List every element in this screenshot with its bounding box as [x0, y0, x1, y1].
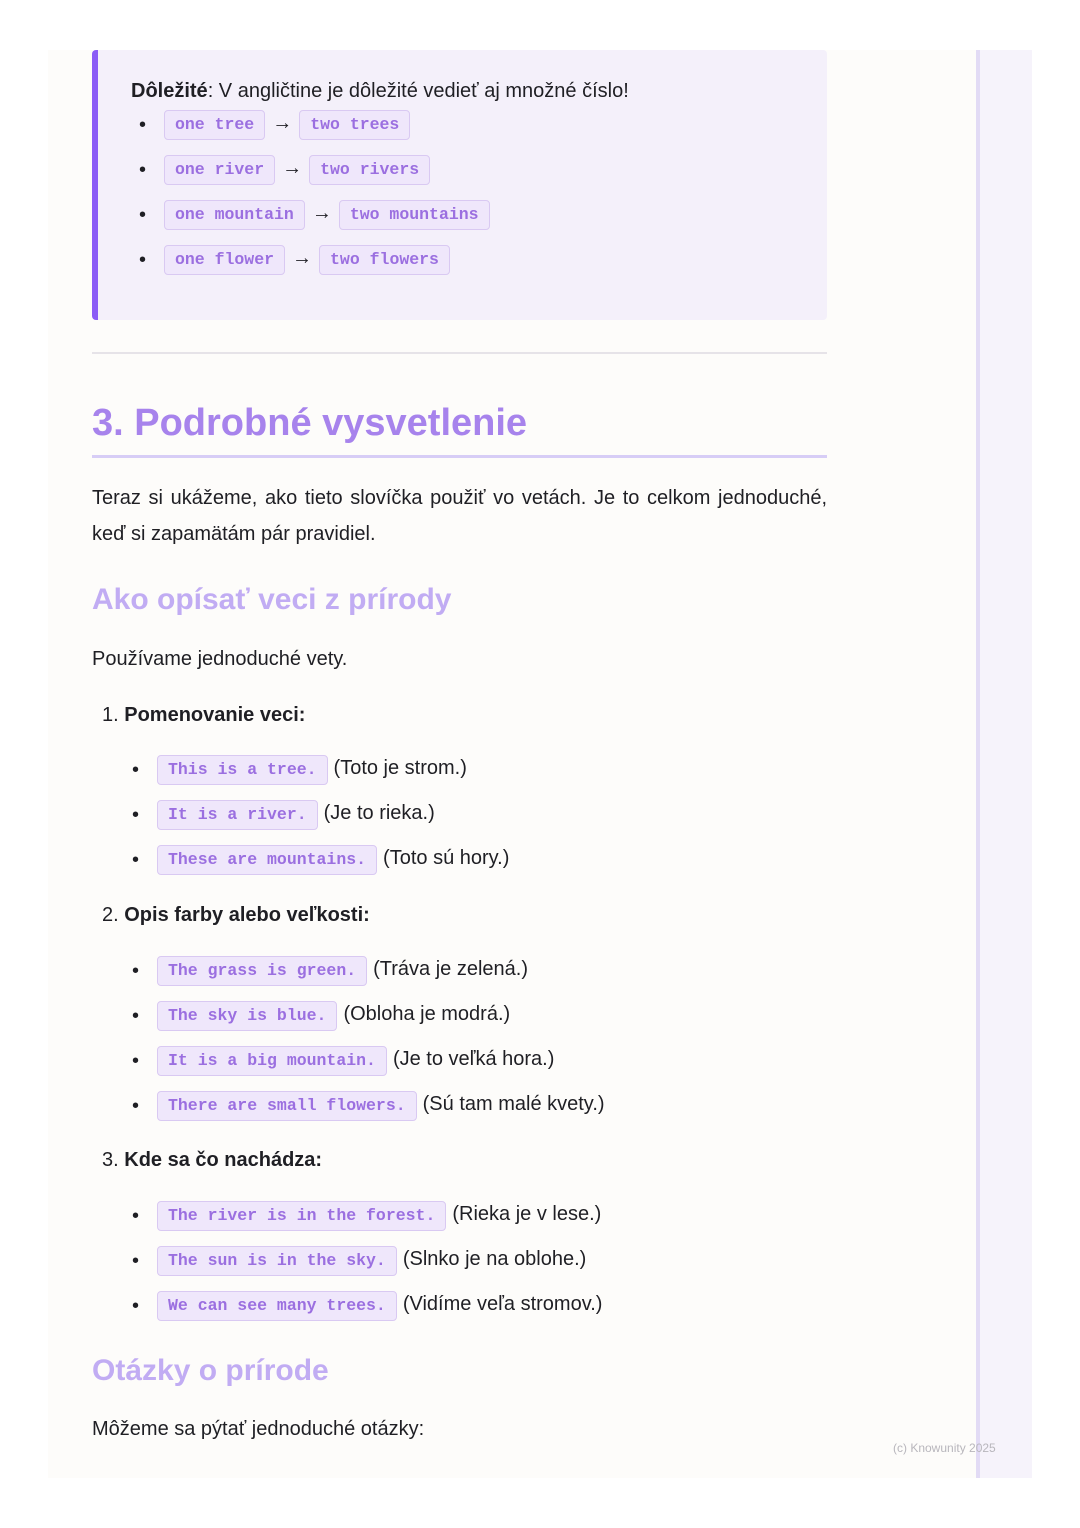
- ordered-item-2: [102, 902, 370, 928]
- example-code: The sky is blue.: [157, 1001, 337, 1031]
- callout-title: [131, 78, 827, 104]
- example-list-color-size: [92, 956, 827, 1136]
- example-translation: (Sú tam malé kvety.): [422, 1093, 605, 1115]
- ordered-number: 1.: [102, 704, 119, 726]
- bullet-icon: •: [132, 1050, 140, 1072]
- example-translation: (Obloha je modrá.): [343, 1003, 511, 1025]
- arrow-right-icon: →: [311, 202, 332, 224]
- plural-code: two flowers: [319, 245, 450, 275]
- arrow-right-icon: →: [292, 247, 313, 269]
- example-translation: (Rieka je v lese.): [452, 1203, 602, 1225]
- singular-code: one river: [164, 155, 275, 185]
- plural-list-item: [131, 155, 827, 200]
- example-code: There are small flowers.: [157, 1091, 417, 1121]
- bullet-icon: •: [132, 1095, 140, 1117]
- example-item: [92, 1091, 827, 1136]
- bullet-icon: •: [132, 1295, 140, 1317]
- bullet-icon: •: [139, 249, 147, 271]
- plural-list-item: [131, 200, 827, 245]
- plural-list-item: [131, 245, 827, 290]
- important-callout: [92, 50, 827, 320]
- bullet-icon: •: [139, 114, 147, 136]
- example-item: [92, 1246, 827, 1291]
- callout-title-text: : V angličtine je dôležité vedieť aj množné číslo!: [207, 80, 629, 102]
- example-code: The grass is green.: [157, 956, 367, 986]
- ordered-number: 3.: [102, 1149, 119, 1171]
- section-divider: [92, 352, 827, 354]
- example-list-naming: [92, 755, 827, 890]
- example-translation: (Je to rieka.): [323, 802, 435, 824]
- example-code: It is a big mountain.: [157, 1046, 387, 1076]
- example-item: [92, 755, 827, 800]
- bullet-icon: •: [132, 1250, 140, 1272]
- ordered-heading: Opis farby alebo veľkosti:: [124, 904, 370, 926]
- plural-list-item: [131, 110, 827, 155]
- page-side-panel: [976, 50, 1032, 1478]
- example-item: [92, 1201, 827, 1246]
- bullet-icon: •: [132, 1005, 140, 1027]
- example-translation: (Toto je strom.): [333, 757, 467, 779]
- subheading-describe-text: Používame jednoduché vety.: [92, 648, 348, 670]
- example-translation: (Toto sú hory.): [383, 847, 510, 869]
- callout-title-bold: Dôležité: [131, 80, 208, 102]
- example-item: [92, 1001, 827, 1046]
- example-code: The river is in the forest.: [157, 1201, 446, 1231]
- bullet-icon: •: [132, 960, 140, 982]
- arrow-right-icon: →: [282, 157, 303, 179]
- document-content: [92, 50, 827, 1440]
- example-translation: (Je to veľká hora.): [392, 1048, 555, 1070]
- subheading-nature-questions: Otázky o prírode: [92, 1354, 329, 1387]
- example-code: These are mountains.: [157, 845, 377, 875]
- example-list-location: [92, 1201, 827, 1336]
- example-item: [92, 956, 827, 1001]
- example-translation: (Tráva je zelená.): [373, 958, 529, 980]
- singular-code: one mountain: [164, 200, 305, 230]
- section-title: 3. Podrobné vysvetlenie: [92, 398, 827, 458]
- example-item: [92, 800, 827, 845]
- example-translation: (Vidíme veľa stromov.): [402, 1293, 603, 1315]
- example-item: [92, 1291, 827, 1336]
- example-translation: (Slnko je na oblohe.): [402, 1248, 587, 1270]
- bullet-icon: •: [139, 204, 147, 226]
- example-item: [92, 1046, 827, 1091]
- section-intro: Teraz si ukážeme, ako tieto slovíčka použiť vo vetách. Je to celkom jednoduché, keď si zapamätám pár pravidiel.: [92, 487, 827, 545]
- plural-code: two trees: [299, 110, 410, 140]
- ordered-number: 2.: [102, 904, 119, 926]
- copyright-notice: (c) Knowunity 2025: [893, 1441, 996, 1455]
- singular-code: one flower: [164, 245, 285, 275]
- subheading-describe-nature: Ako opísať veci z prírody: [92, 583, 452, 616]
- plural-code: two rivers: [309, 155, 430, 185]
- example-item: [92, 845, 827, 890]
- example-code: This is a tree.: [157, 755, 328, 785]
- arrow-right-icon: →: [272, 112, 293, 134]
- example-code: We can see many trees.: [157, 1291, 397, 1321]
- ordered-heading: Kde sa čo nachádza:: [124, 1149, 323, 1171]
- bullet-icon: •: [132, 1205, 140, 1227]
- example-code: It is a river.: [157, 800, 318, 830]
- bullet-icon: •: [139, 159, 147, 181]
- subheading-questions-text: Môžeme sa pýtať jednoduché otázky:: [92, 1418, 425, 1440]
- page-side-divider: [976, 50, 980, 1478]
- ordered-heading: Pomenovanie veci:: [124, 704, 306, 726]
- bullet-icon: •: [132, 849, 140, 871]
- plural-list: [131, 110, 827, 290]
- singular-code: one tree: [164, 110, 265, 140]
- plural-code: two mountains: [339, 200, 490, 230]
- bullet-icon: •: [132, 804, 140, 826]
- ordered-item-1: [102, 702, 305, 728]
- bullet-icon: •: [132, 759, 140, 781]
- example-code: The sun is in the sky.: [157, 1246, 397, 1276]
- ordered-item-3: [102, 1147, 322, 1173]
